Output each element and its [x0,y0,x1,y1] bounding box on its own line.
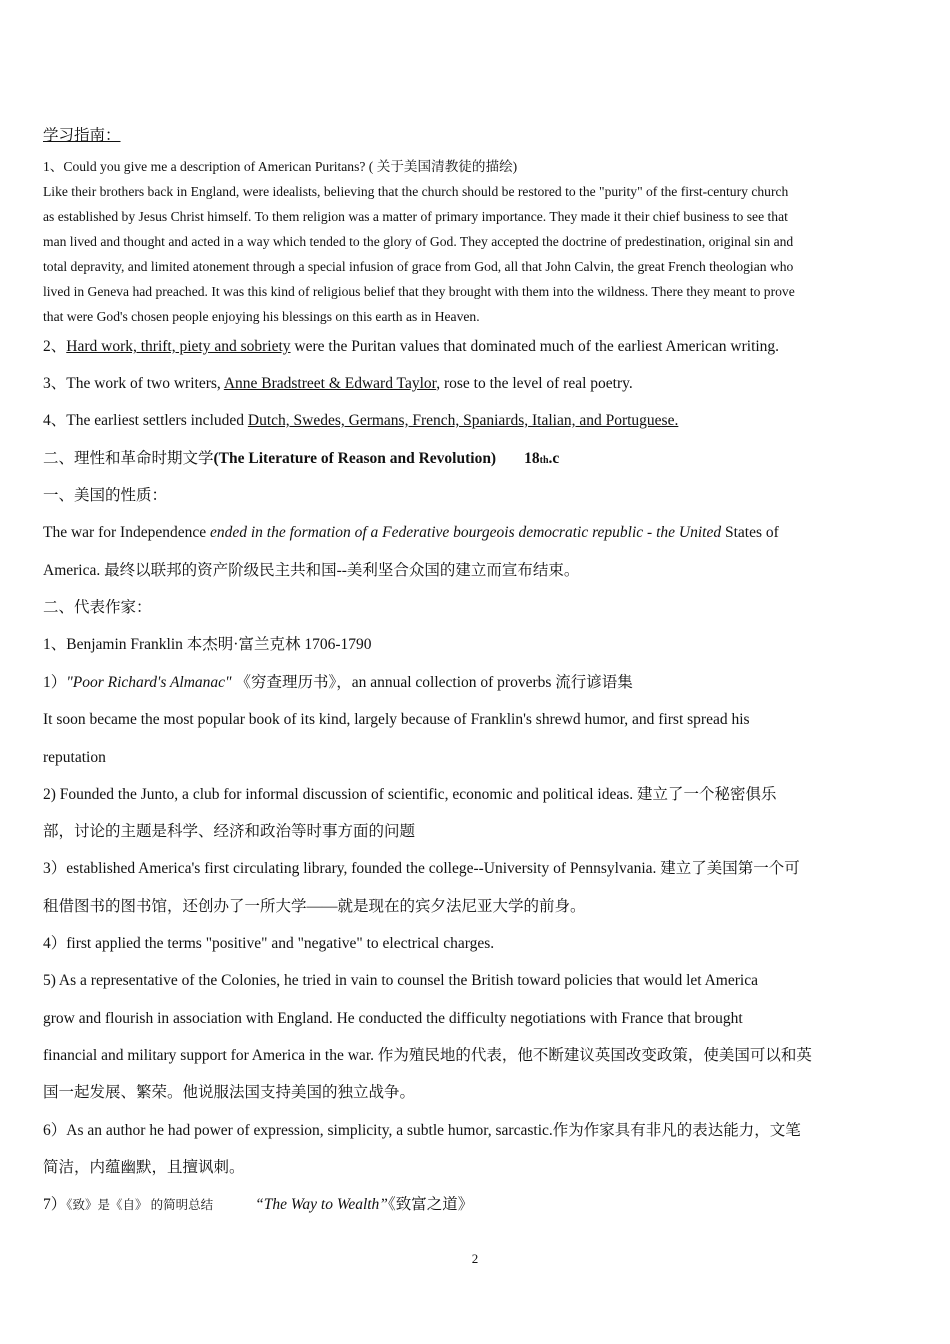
item-3 [43,374,633,394]
point-5-cont: financial and military support for America in the war. 作为殖民地的代表，他不断建议英国改变政策，使美国可以和英 [43,1047,812,1064]
page-number: 2 [471,1251,479,1266]
nature-line-1 [43,523,779,543]
point-1-desc: reputation [43,749,106,766]
q1-answer-line: that were God's chosen people enjoying his blessings on this earth as in Heaven. [43,309,480,324]
study-guide-heading: 学习指南： [43,127,121,144]
nature-start: The war for Independence [43,524,210,541]
puritan-values: Hard work, thrift, piety and sobriety [66,338,291,355]
item-4 [43,411,678,431]
point-7 [43,1195,473,1215]
q1-answer-line: as established by Jesus Christ himself. To them religion was a matter of primary importance. They made it their chief business to see that [43,209,788,224]
section-2-en: (The Literature of Reason and Revolution) [213,450,497,467]
point-6: 6）As an author he had power of expression, simplicity, a subtle humor, sarcastic.作为作家具有非凡的表达能力，文笔 [43,1122,801,1139]
item-2-rest: were the Puritan values that dominated much of the earliest American writing. [290,338,780,355]
point-4: 4）first applied the terms "positive" and "negative" to electrical charges. [43,935,495,952]
point-3-cont: 租借图书的图书馆，还创办了一所大学——就是现在的宾夕法尼亚大学的前身。 [43,898,586,915]
almanac-title: "Poor Richard's Almanac" [66,674,232,691]
point-5-cont: 国一起发展、繁荣。他说服法国支持美国的独立战争。 [43,1084,416,1101]
q1-answer-line: man lived and thought and acted in a way which tended to the glory of God. They accepted the doctrine of predestination, original sin and [43,234,794,249]
century: 18 [524,450,540,467]
nature-end: States of [721,524,779,541]
earliest-settlers: Dutch, Swedes, Germans, French, Spaniards, Italian, and Portuguese. [247,412,679,429]
point-7-note: 《致》是《自》 的简明总结 [66,1198,214,1212]
section-2-heading [43,449,559,471]
nature-heading: 一、美国的性质： [43,487,168,504]
point-1-rest: 《穷查理历书》，an annual collection of proverbs 流行谚语集 [231,674,633,691]
nature-italic: ended in the formation of a Federative bourgeois democratic republic - the United [209,524,722,541]
point-2: 2) Founded the Junto, a club for informal discussion of scientific, economic and political ideas. 建立了一个秘密俱乐 [43,786,777,803]
q1-question: 1、Could you give me a description of American Puritans? ( 关于美国清教徒的描绘) [43,159,518,174]
q1-answer-line: lived in Geneva had preached. It was this kind of religious belief that they brought with them into the wildness. There they meant to prove [43,284,795,299]
century-suffix: th [539,455,549,466]
point-1-desc: It soon became the most popular book of its kind, largely because of Franklin's shrewd humor, and first spread his [43,711,750,728]
century-end: .c [548,450,560,467]
point-2-cont: 部，讨论的主题是科学、经济和政治等时事方面的问题 [43,823,416,840]
way-to-wealth-title: “The Way to Wealth” [255,1196,388,1213]
item-4-prefix: 4、The earliest settlers included [43,412,248,429]
point-1 [43,673,633,693]
section-2-cn: 二、理性和革命时期文学 [43,450,214,467]
item-3-prefix: 3、The work of two writers, [43,375,224,392]
point-7-prefix: 7） [43,1196,67,1213]
point-6-cont: 简洁，内蕴幽默，且擅讽刺。 [43,1159,245,1176]
point-3: 3）established America's first circulating library, founded the college--University of Pennsylvania. 建立了美国第一个可 [43,860,800,877]
two-writers: Anne Bradstreet & Edward Taylor [223,375,437,392]
q1-answer-line: Like their brothers back in England, were idealists, believing that the church should be restored to the "purity" of the first-century church [43,184,789,199]
point-5: 5) As a representative of the Colonies, he tried in vain to counsel the British toward policies that would let America [43,972,758,989]
writers-heading: 二、代表作家： [43,599,152,616]
item-2-prefix: 2、 [43,338,67,355]
point-1-prefix: 1） [43,674,67,691]
point-5-cont: grow and flourish in association with England. He conducted the difficulty negotiations with France that brought [43,1010,743,1027]
item-2 [43,337,779,357]
franklin-heading: 1、Benjamin Franklin 本杰明·富兰克林 1706-1790 [43,636,372,653]
way-to-wealth-cn: 《致富之道》 [387,1196,474,1213]
nature-line-2: America. 最终以联邦的资产阶级民主共和国--美利坚合众国的建立而宣布结束。 [43,562,580,579]
q1-answer-line: total depravity, and limited atonement through a special infusion of grace from God, all that John Calvin, the great French theologian who [43,259,794,274]
item-3-rest: , rose to the level of real poetry. [436,375,633,392]
